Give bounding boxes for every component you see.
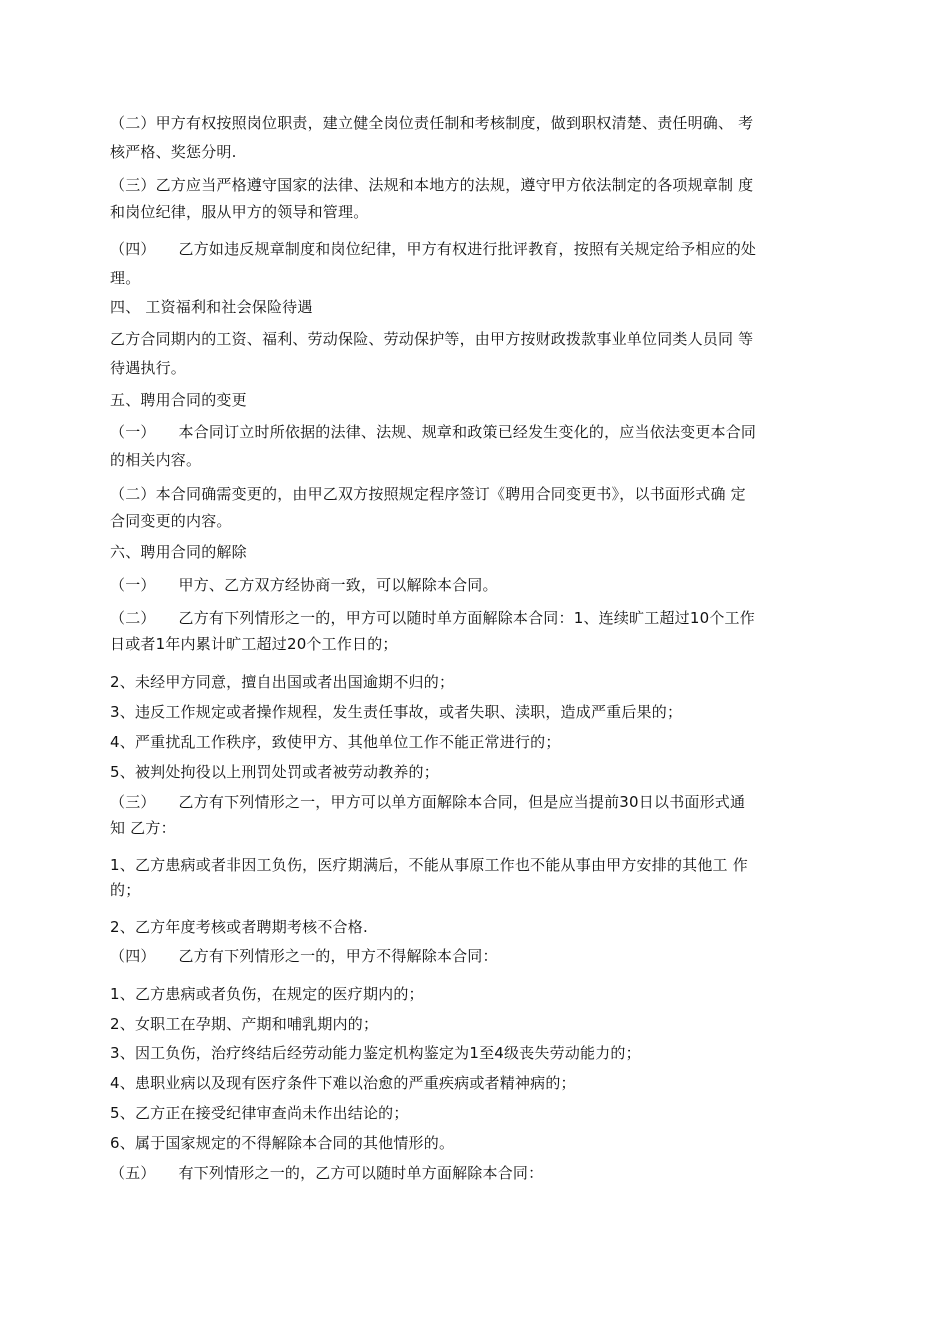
text-line: 的相关内容。	[110, 451, 202, 469]
text-line: （一） 本合同订立时所依据的法律、法规、规章和政策已经发生变化的，应当依法变更本合同	[110, 423, 757, 441]
text-line: 合同变更的内容。	[110, 512, 232, 530]
text-line: （四） 乙方如违反规章制度和岗位纪律，甲方有权进行批评教育，按照有关规定给予相应的处	[110, 240, 757, 258]
list-item: 4、严重扰乱工作秩序，致使甲方、其他单位工作不能正常进行的；	[110, 733, 561, 751]
text-line: （五） 有下列情形之一的，乙方可以随时单方面解除本合同：	[110, 1164, 544, 1182]
text-line: （三） 乙方有下列情形之一，甲方可以单方面解除本合同，但是应当提前30日以书面形式通	[110, 793, 746, 811]
list-item: 2、乙方年度考核或者聘期考核不合格.	[110, 918, 368, 936]
text-line: 待遇执行。	[110, 359, 187, 377]
section-heading: 五、聘用合同的变更	[110, 391, 247, 409]
list-item: 3、违反工作规定或者操作规程，发生责任事故，或者失职、渎职，造成严重后果的；	[110, 703, 683, 721]
text-line: 理。	[110, 269, 141, 287]
list-item: 1、乙方患病或者非因工负伤，医疗期满后，不能从事原工作也不能从事由甲方安排的其他工 作	[110, 856, 748, 874]
text-line: 知 乙方：	[110, 819, 176, 837]
text-line: 和岗位纪律，服从甲方的领导和管理。	[110, 203, 369, 221]
text-line: （二）甲方有权按照岗位职责，建立健全岗位责任制和考核制度，做到职权清楚、责任明确、 考	[110, 114, 754, 132]
list-item: 6、属于国家规定的不得解除本合同的其他情形的。	[110, 1134, 455, 1152]
text-line: （二） 乙方有下列情形之一的，甲方可以随时单方面解除本合同：1、连续旷工超过10个工作	[110, 609, 755, 627]
list-item: 5、被判处拘役以上刑罚处罚或者被劳动教养的；	[110, 763, 439, 781]
list-item: 5、乙方正在接受纪律审查尚未作出结论的；	[110, 1104, 409, 1122]
text-line: （一） 甲方、乙方双方经协商一致，可以解除本合同。	[110, 576, 498, 594]
list-item: 3、因工负伤，治疗终结后经劳动能力鉴定机构鉴定为1至4级丧失劳动能力的；	[110, 1044, 641, 1062]
list-item: 2、未经甲方同意，擅自出国或者出国逾期不归的；	[110, 673, 455, 691]
text-line: 核严格、奖惩分明.	[110, 143, 237, 161]
list-item: 4、患职业病以及现有医疗条件下难以治愈的严重疾病或者精神病的；	[110, 1074, 576, 1092]
text-line: 乙方合同期内的工资、福利、劳动保险、劳动保护等，由甲方按财政拨款事业单位同类人员同 等	[110, 330, 754, 348]
section-heading: 四、 工资福利和社会保险待遇	[110, 298, 313, 316]
text-line: （三）乙方应当严格遵守国家的法律、法规和本地方的法规，遵守甲方依法制定的各项规章制 度	[110, 176, 754, 194]
list-item: 2、女职工在孕期、产期和哺乳期内的；	[110, 1015, 379, 1033]
text-line: 的；	[110, 881, 141, 899]
text-line: （二）本合同确需变更的，由甲乙双方按照规定程序签订《聘用合同变更书》，以书面形式确 定	[110, 485, 746, 503]
list-item: 1、乙方患病或者负伤，在规定的医疗期内的；	[110, 985, 424, 1003]
text-line: （四） 乙方有下列情形之一的，甲方不得解除本合同：	[110, 947, 498, 965]
section-heading: 六、聘用合同的解除	[110, 543, 247, 561]
text-line: 日或者1年内累计旷工超过20个工作日的；	[110, 635, 398, 653]
